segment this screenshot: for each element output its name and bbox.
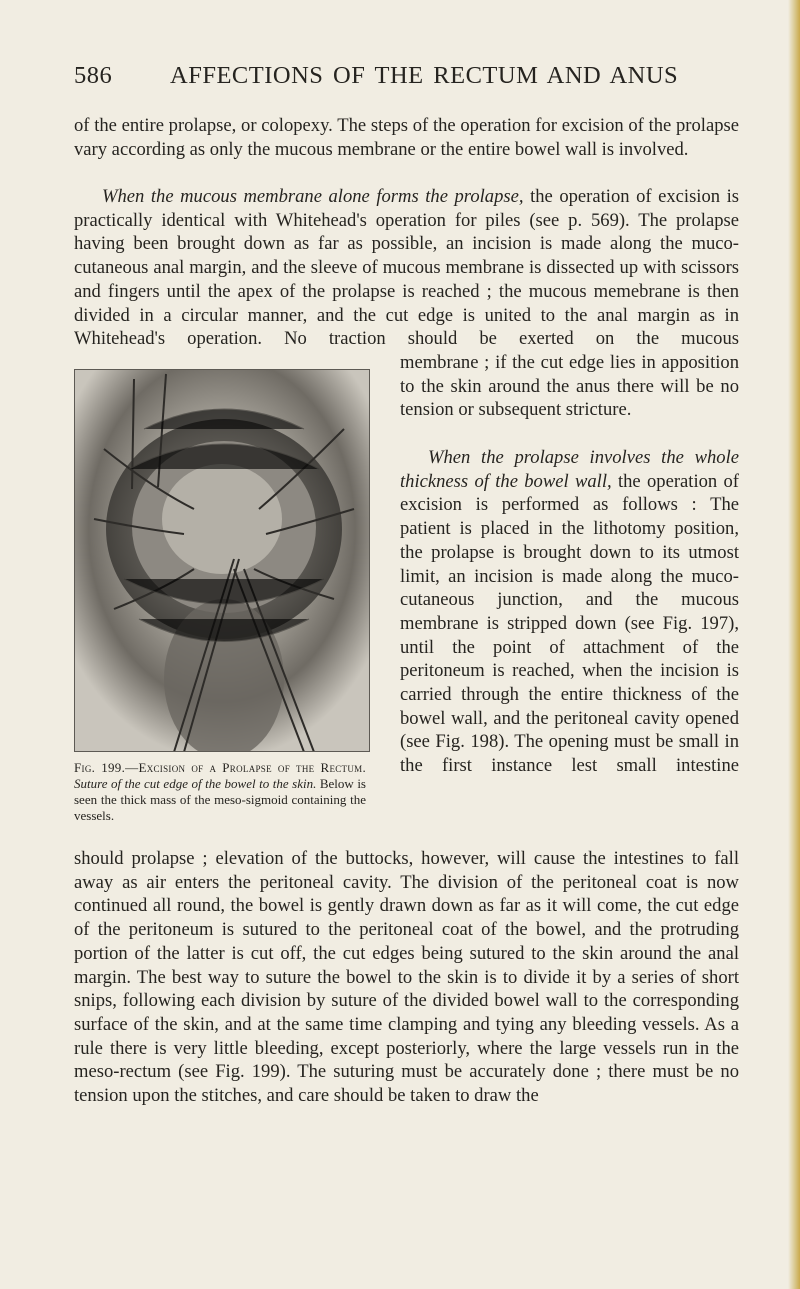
- surgical-illustration: [74, 369, 370, 752]
- paragraph-2: [74, 185, 739, 351]
- figure-199-illustration: [74, 369, 370, 752]
- paragraph-3-side: [400, 446, 739, 778]
- paragraph-1-text: of the entire prolapse, or colopexy. The steps of the operation for excision of the prolapse vary according as only the mucous membrane or the entire bowel wall is involved.: [74, 115, 739, 160]
- paragraph-3-italic: When the prolapse involves the whole thickness of the bowel wall,: [400, 447, 739, 492]
- paragraph-3-rest: [74, 847, 739, 1108]
- figure-label: Fig. 199.—Excision of a Prolapse of the Rectum.: [74, 760, 366, 775]
- running-head-title: AFFECTIONS OF THE RECTUM AND ANUS: [170, 62, 679, 89]
- paragraph-2-side: [400, 351, 739, 422]
- paragraph-2-side-text: membrane ; if the cut edge lies in apposition to the skin around the anus there will be no tension or subsequent stricture.: [400, 352, 739, 421]
- paragraph-2-italic: When the mucous membrane alone forms the prolapse,: [102, 186, 524, 207]
- page-number: 586: [74, 62, 113, 89]
- paragraph-1: [74, 114, 739, 161]
- paragraph-2-text: the operation of excision is practically identical with Whitehead's operation for piles (see p. 569). The prolapse having been brought down as far as possible, an incision is made along the muco-cutaneous anal margin, and the sleeve of mucous membrane is dissected up with scissors and fingers until the apex of the prolapse is reached ; the mucous memebrane is then divided in a circular manner, and the cut edge is united to the anal margin as in Whitehead's operation. No traction should be exerted on the mucous: [74, 186, 740, 350]
- page-edge: [788, 0, 800, 1289]
- running-head: [74, 62, 734, 98]
- figure-caption-text: Below is seen the thick mass of the meso-sigmoid containing the vessels.: [74, 776, 366, 823]
- paragraph-3-rest-text: should prolapse ; elevation of the buttocks, however, will cause the intestines to fall away as air enters the peritoneal cavity. The division of the peritoneal coat is now continued all round, the bowel is gently drawn down as far as it will come, the cut edge of the peritoneum is sutured to the peritoneal coat of the bowel, and the protruding portion of the latter is cut off, the cut edges being sutured to the skin around the anal margin. The best way to suture the bowel to the skin is to divide it by a series of short snips, following each division by suture of the divided bowel wall to the corresponding surface of the skin, and at the same time clamping and tying any bleeding vessels. As a rule there is very little bleeding, except posteriorly, where the large vessels run in the meso-rectum (see Fig. 199). The suturing must be accurately done ; there must be no tension upon the stitches, and care should be taken to draw the: [74, 848, 739, 1107]
- figure-caption-italic: Suture of the cut edge of the bowel to the skin.: [74, 776, 317, 791]
- figure-caption: [74, 760, 366, 824]
- paragraph-3-side-text: the operation of excision is performed as follows : The patient is placed in the lithotomy position, the prolapse is brought down to its utmost limit, an incision is made along the muco-cutaneous junction, and the mucous membrane is stripped down (see Fig. 197), until the point of attachment of the peritoneum is reached, when the incision is carried through the entire thickness of the bowel wall, and the peritoneal cavity opened (see Fig. 198). The opening must be small in the first instance lest small intestine: [400, 470, 739, 777]
